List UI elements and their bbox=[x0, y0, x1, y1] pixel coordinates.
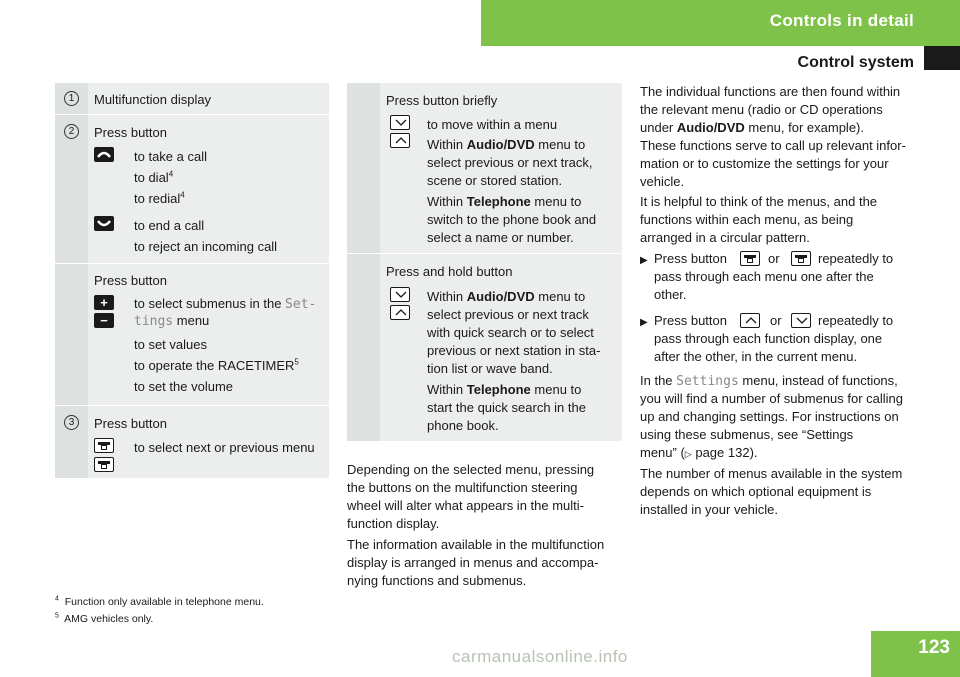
callout-number: 1 bbox=[64, 91, 79, 106]
menu-next-icon bbox=[740, 251, 760, 266]
middle-table bbox=[347, 82, 622, 441]
body-line: repeatedly to bbox=[818, 251, 894, 266]
chevron-down-icon bbox=[740, 313, 760, 328]
body-line: you will find a number of submenus for calling bbox=[640, 391, 904, 406]
dial-text: to dial$^4$ bbox=[134, 169, 174, 185]
body-line: start the quick search in the bbox=[427, 400, 586, 415]
body-line: select a name or number. bbox=[427, 230, 574, 245]
row-heading: Press button bbox=[94, 416, 167, 431]
body-line: other. bbox=[654, 287, 687, 302]
body-line: depends on which optional equipment is bbox=[640, 484, 872, 499]
page-number-box bbox=[871, 631, 960, 677]
body-line: under Audio/DVD menu, for example). bbox=[640, 120, 864, 135]
menu-prev-icon bbox=[94, 457, 114, 472]
move-within-text: to move within a menu bbox=[427, 117, 558, 132]
racetimer-text: to operate the RACETIMER$^5$ bbox=[134, 357, 299, 373]
menu-prev-icon bbox=[791, 251, 811, 266]
minus-icon: − bbox=[94, 313, 114, 328]
take-call-text: to take a call bbox=[134, 149, 207, 164]
body-line: scene or stored station. bbox=[427, 173, 563, 188]
row-label: Multifunction display bbox=[94, 92, 212, 107]
body-line: pass through each menu one after the bbox=[654, 269, 874, 284]
left-table bbox=[55, 82, 329, 478]
body-line: The information available in the multifunction bbox=[347, 537, 605, 552]
body-line: with quick search or to select bbox=[427, 325, 594, 340]
body-line: functions within each menu, as being bbox=[640, 212, 854, 227]
body-line: The number of menus available in the system bbox=[640, 466, 903, 481]
audio-dvd-text: Within Audio/DVD menu to bbox=[427, 289, 586, 304]
chevron-down-icon bbox=[390, 305, 410, 320]
body-line: or bbox=[770, 313, 782, 328]
volume-text: to set the volume bbox=[134, 379, 233, 394]
section-title: Control system bbox=[797, 54, 914, 71]
audio-dvd-text: Within Audio/DVD menu to bbox=[427, 137, 586, 152]
header-band bbox=[481, 0, 960, 46]
body-line: wheel will alter what appears in the multi- bbox=[347, 498, 584, 513]
body-line: display is arranged in menus and accompa- bbox=[347, 555, 599, 570]
header-tab bbox=[924, 46, 960, 70]
table-row bbox=[347, 253, 622, 441]
body-line: select previous or next track, bbox=[427, 155, 593, 170]
body-line: the buttons on the multifunction steering bbox=[347, 480, 578, 495]
telephone-text: Within Telephone menu to bbox=[427, 382, 582, 397]
body-line: function display. bbox=[347, 516, 440, 531]
body-line: using these submenus, see “Settings bbox=[640, 427, 854, 442]
telephone-text: Within Telephone menu to bbox=[427, 194, 582, 209]
body-line: previous or next station in sta- bbox=[427, 343, 601, 358]
bullet-arrow-icon: ▶ bbox=[640, 255, 648, 266]
body-line: switch to the phone book and bbox=[427, 212, 597, 227]
table-row bbox=[55, 82, 329, 114]
body-line: select previous or next track bbox=[427, 307, 589, 322]
select-menu-text: to select next or previous menu bbox=[134, 440, 315, 455]
submenus-text-cont: tings menu bbox=[134, 313, 210, 329]
callout-number: 2 bbox=[64, 124, 79, 139]
body-line: Press button bbox=[654, 251, 727, 266]
plus-icon: + bbox=[94, 295, 114, 310]
body-line: pass through each function display, one bbox=[654, 331, 883, 346]
body-line: The individual functions are then found within bbox=[640, 84, 901, 99]
chevron-up-icon bbox=[390, 115, 410, 130]
body-line: nying functions and submenus. bbox=[347, 573, 527, 588]
body-line: installed in your vehicle. bbox=[640, 502, 779, 517]
body-line: vehicle. bbox=[640, 174, 685, 189]
body-line: up and changing settings. For instructions on bbox=[640, 409, 899, 424]
body-line: In the Settings menu, instead of functions, bbox=[640, 373, 898, 389]
row-heading: Press button bbox=[94, 273, 167, 288]
row-heading: Press button bbox=[94, 125, 167, 140]
footnote: $^4$ Function only available in telephone menu. bbox=[55, 595, 264, 608]
body-line: It is helpful to think of the menus, and the bbox=[640, 194, 878, 209]
body-line: Depending on the selected menu, pressing bbox=[347, 462, 595, 477]
chevron-up-icon bbox=[791, 313, 811, 328]
table-row bbox=[55, 114, 329, 263]
callout-number: 3 bbox=[64, 415, 79, 430]
page-reference[interactable]: menu” (▷ page 132). bbox=[640, 445, 758, 460]
body-line: arranged in a circular pattern. bbox=[640, 230, 810, 245]
body-line: These functions serve to call up relevant infor- bbox=[640, 138, 906, 153]
row-heading: Press and hold button bbox=[386, 264, 513, 279]
chapter-title: Controls in detail bbox=[769, 11, 914, 30]
body-line: after the other, in the current menu. bbox=[654, 349, 858, 364]
submenus-text: to select submenus in the Set- bbox=[134, 296, 317, 312]
end-call-text: to end a call bbox=[134, 218, 205, 233]
page-number: 123 bbox=[918, 637, 950, 658]
body-line: repeatedly to bbox=[818, 313, 894, 328]
chevron-down-icon bbox=[390, 133, 410, 148]
watermark: carmanualsonline.info bbox=[452, 647, 628, 666]
body-line: tion list or wave band. bbox=[427, 361, 553, 376]
body-line: or bbox=[768, 251, 780, 266]
table-row bbox=[347, 82, 622, 253]
body-line: the relevant menu (radio or CD operations bbox=[640, 102, 883, 117]
chevron-up-icon bbox=[390, 287, 410, 302]
phone-pickup-icon bbox=[94, 147, 114, 162]
footnote: $^5$ AMG vehicles only. bbox=[55, 612, 154, 625]
table-row bbox=[55, 263, 329, 405]
bullet-arrow-icon: ▶ bbox=[640, 317, 648, 328]
row-heading: Press button briefly bbox=[386, 93, 498, 108]
body-line: phone book. bbox=[427, 418, 499, 433]
body-line: mation or to customize the settings for your bbox=[640, 156, 889, 171]
redial-text: to redial$^4$ bbox=[134, 190, 185, 206]
set-values-text: to set values bbox=[134, 337, 207, 352]
body-line: Press button bbox=[654, 313, 727, 328]
table-row bbox=[55, 405, 329, 478]
menu-next-icon bbox=[94, 438, 114, 453]
reject-call-text: to reject an incoming call bbox=[134, 239, 278, 254]
phone-hangup-icon bbox=[94, 216, 114, 231]
